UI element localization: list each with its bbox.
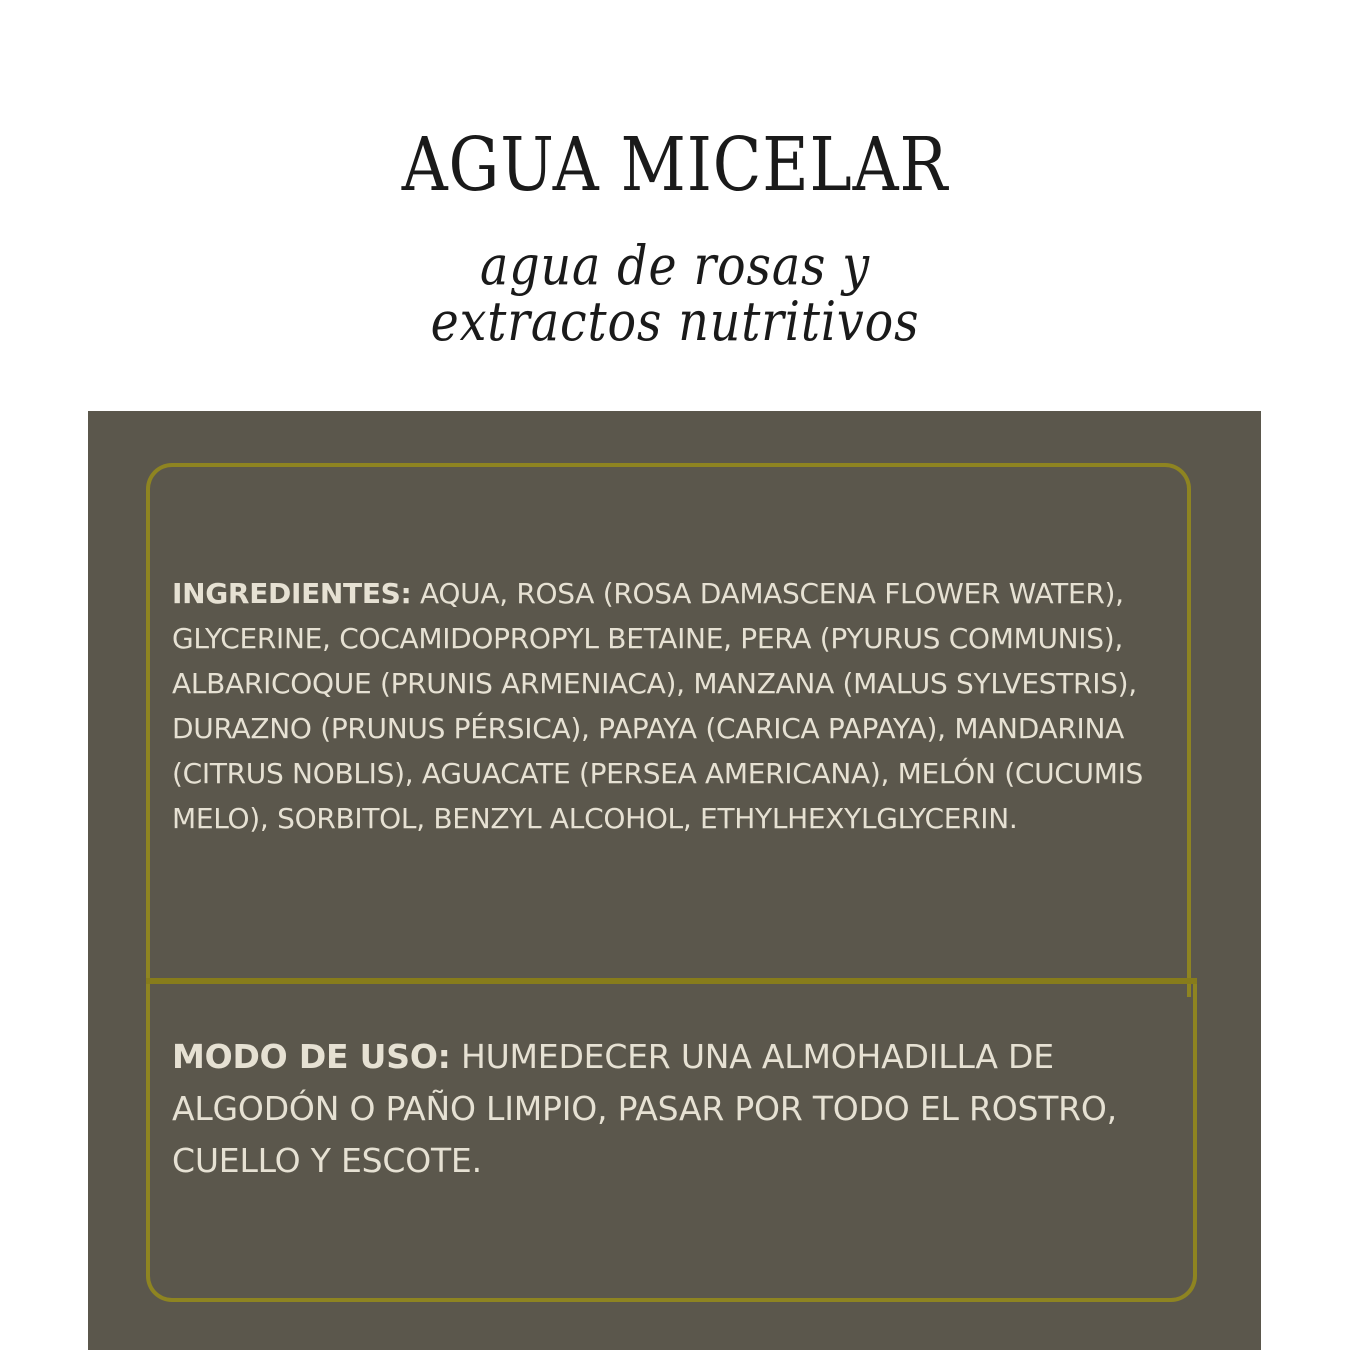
ingredients-section: [172, 571, 1162, 841]
subtitle-line-1: agua de rosas y: [479, 234, 871, 297]
subtitle-line-2: extractos nutritivos: [430, 290, 920, 353]
ingredients-text: AQUA, ROSA (ROSA DAMASCENA FLOWER WATER), GLYCERINE, COCAMIDOPROPYL BETAINE, PERA (PYURUS COMMUNIS), ALBARICOQUE (PRUNIS ARMENIACA), MANZANA (MALUS SYLVESTRIS), DURAZNO (PRUNUS PÉRSICA), PAPAYA (CARICA PAPAYA), MANDARINA (CITRUS NOBLIS), AGUACATE (PERSEA AMERICANA), MELÓN (CUCUMIS MELO), SORBITOL, BENZYL ALCOHOL, ETHYLHEXYLGLYCERIN.: [172, 577, 1144, 835]
usage-text: HUMEDECER UNA ALMOHADILLA DE ALGODÓN O PAÑO LIMPIO, PASAR POR TODO EL ROSTRO, CUELLO Y ESCOTE.: [172, 1037, 1117, 1180]
product-title: AGUA MICELAR: [401, 122, 949, 208]
usage-section: [172, 1031, 1182, 1187]
product-subtitle: [81, 234, 1269, 353]
ingredients-label: INGREDIENTES:: [172, 577, 412, 610]
usage-label: MODO DE USO:: [172, 1037, 451, 1076]
info-panel: [88, 411, 1261, 1350]
